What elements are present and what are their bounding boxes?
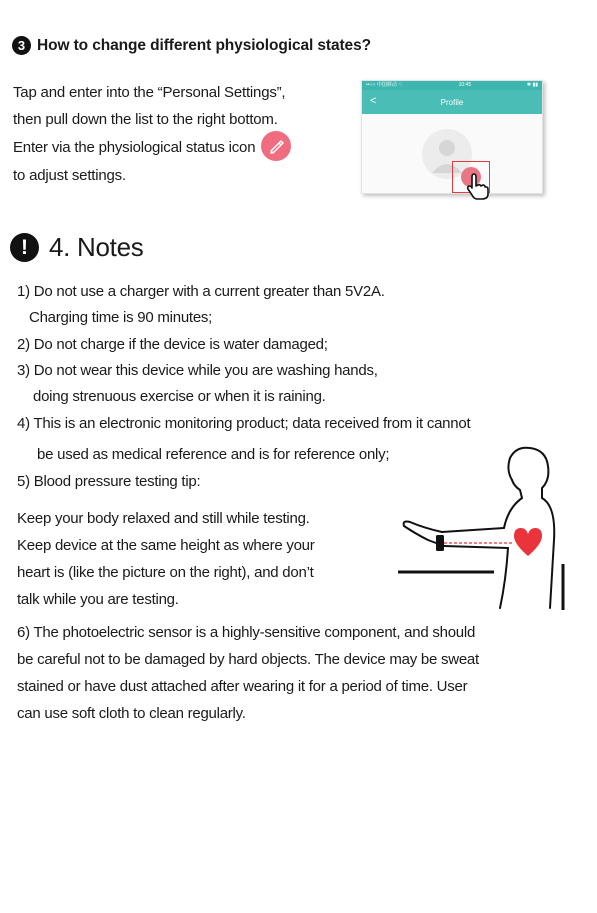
note-line: 6) The photoelectric sensor is a highly-sensitive component, and should (17, 624, 476, 641)
section-3-title: How to change different physiological states? (37, 36, 371, 54)
note-line: be careful not to be damaged by hard objects. The device may be sweat (17, 651, 479, 668)
profile-screen-screenshot (361, 80, 543, 194)
bp-tip-paragraph (17, 505, 387, 613)
phone-status-bar: ••○○ 中国移动 ♡ 10:45 ✱ ▮▮ (362, 81, 542, 90)
bp-tip-line: Keep your body relaxed and still while testing. (17, 510, 310, 527)
note-item: be used as medical reference and is for reference only; (37, 446, 390, 463)
instruction-line: Enter via the physiological status icon (13, 133, 353, 163)
bp-tip-line: heart is (like the picture on the right), and don’t (17, 564, 314, 581)
note-item: Charging time is 90 minutes; (29, 309, 213, 326)
physiological-status-icon (261, 131, 291, 161)
note-item: 1) Do not use a charger with a current greater than 5V2A. (17, 283, 385, 300)
note-item: 4) This is an electronic monitoring product; data received from it cannot (17, 415, 471, 432)
back-icon: < (370, 95, 377, 107)
instruction-line: Tap and enter into the “Personal Settings”, (13, 84, 286, 101)
note-line: stained or have dust attached after wearing it for a period of time. User (17, 678, 468, 695)
note-item: doing strenuous exercise or when it is raining. (33, 388, 326, 405)
step-number-badge: 3 (12, 36, 31, 55)
note-item: 3) Do not wear this device while you are washing hands, (17, 362, 378, 379)
hand-pointer-icon (464, 173, 490, 201)
exclamation-icon: ! (10, 233, 39, 262)
section-3-instructions (13, 80, 353, 190)
bp-tip-line: Keep device at the same height as where your (17, 537, 315, 554)
phone-nav-bar (362, 90, 542, 114)
phone-screen-title: Profile (440, 97, 464, 107)
instruction-line: to adjust settings. (13, 167, 126, 184)
note-item: 2) Do not charge if the device is water damaged; (17, 336, 328, 353)
note-item: 5) Blood pressure testing tip: (17, 473, 201, 490)
note-item-6 (17, 619, 587, 727)
note-line: can use soft cloth to clean regularly. (17, 705, 246, 722)
section-3-heading (12, 36, 371, 55)
notes-title: 4. Notes (49, 232, 144, 262)
notes-heading (10, 232, 143, 263)
bp-posture-illustration (396, 440, 576, 615)
instruction-line: then pull down the list to the right bottom. (13, 110, 278, 128)
bp-tip-line: talk while you are testing. (17, 591, 179, 608)
